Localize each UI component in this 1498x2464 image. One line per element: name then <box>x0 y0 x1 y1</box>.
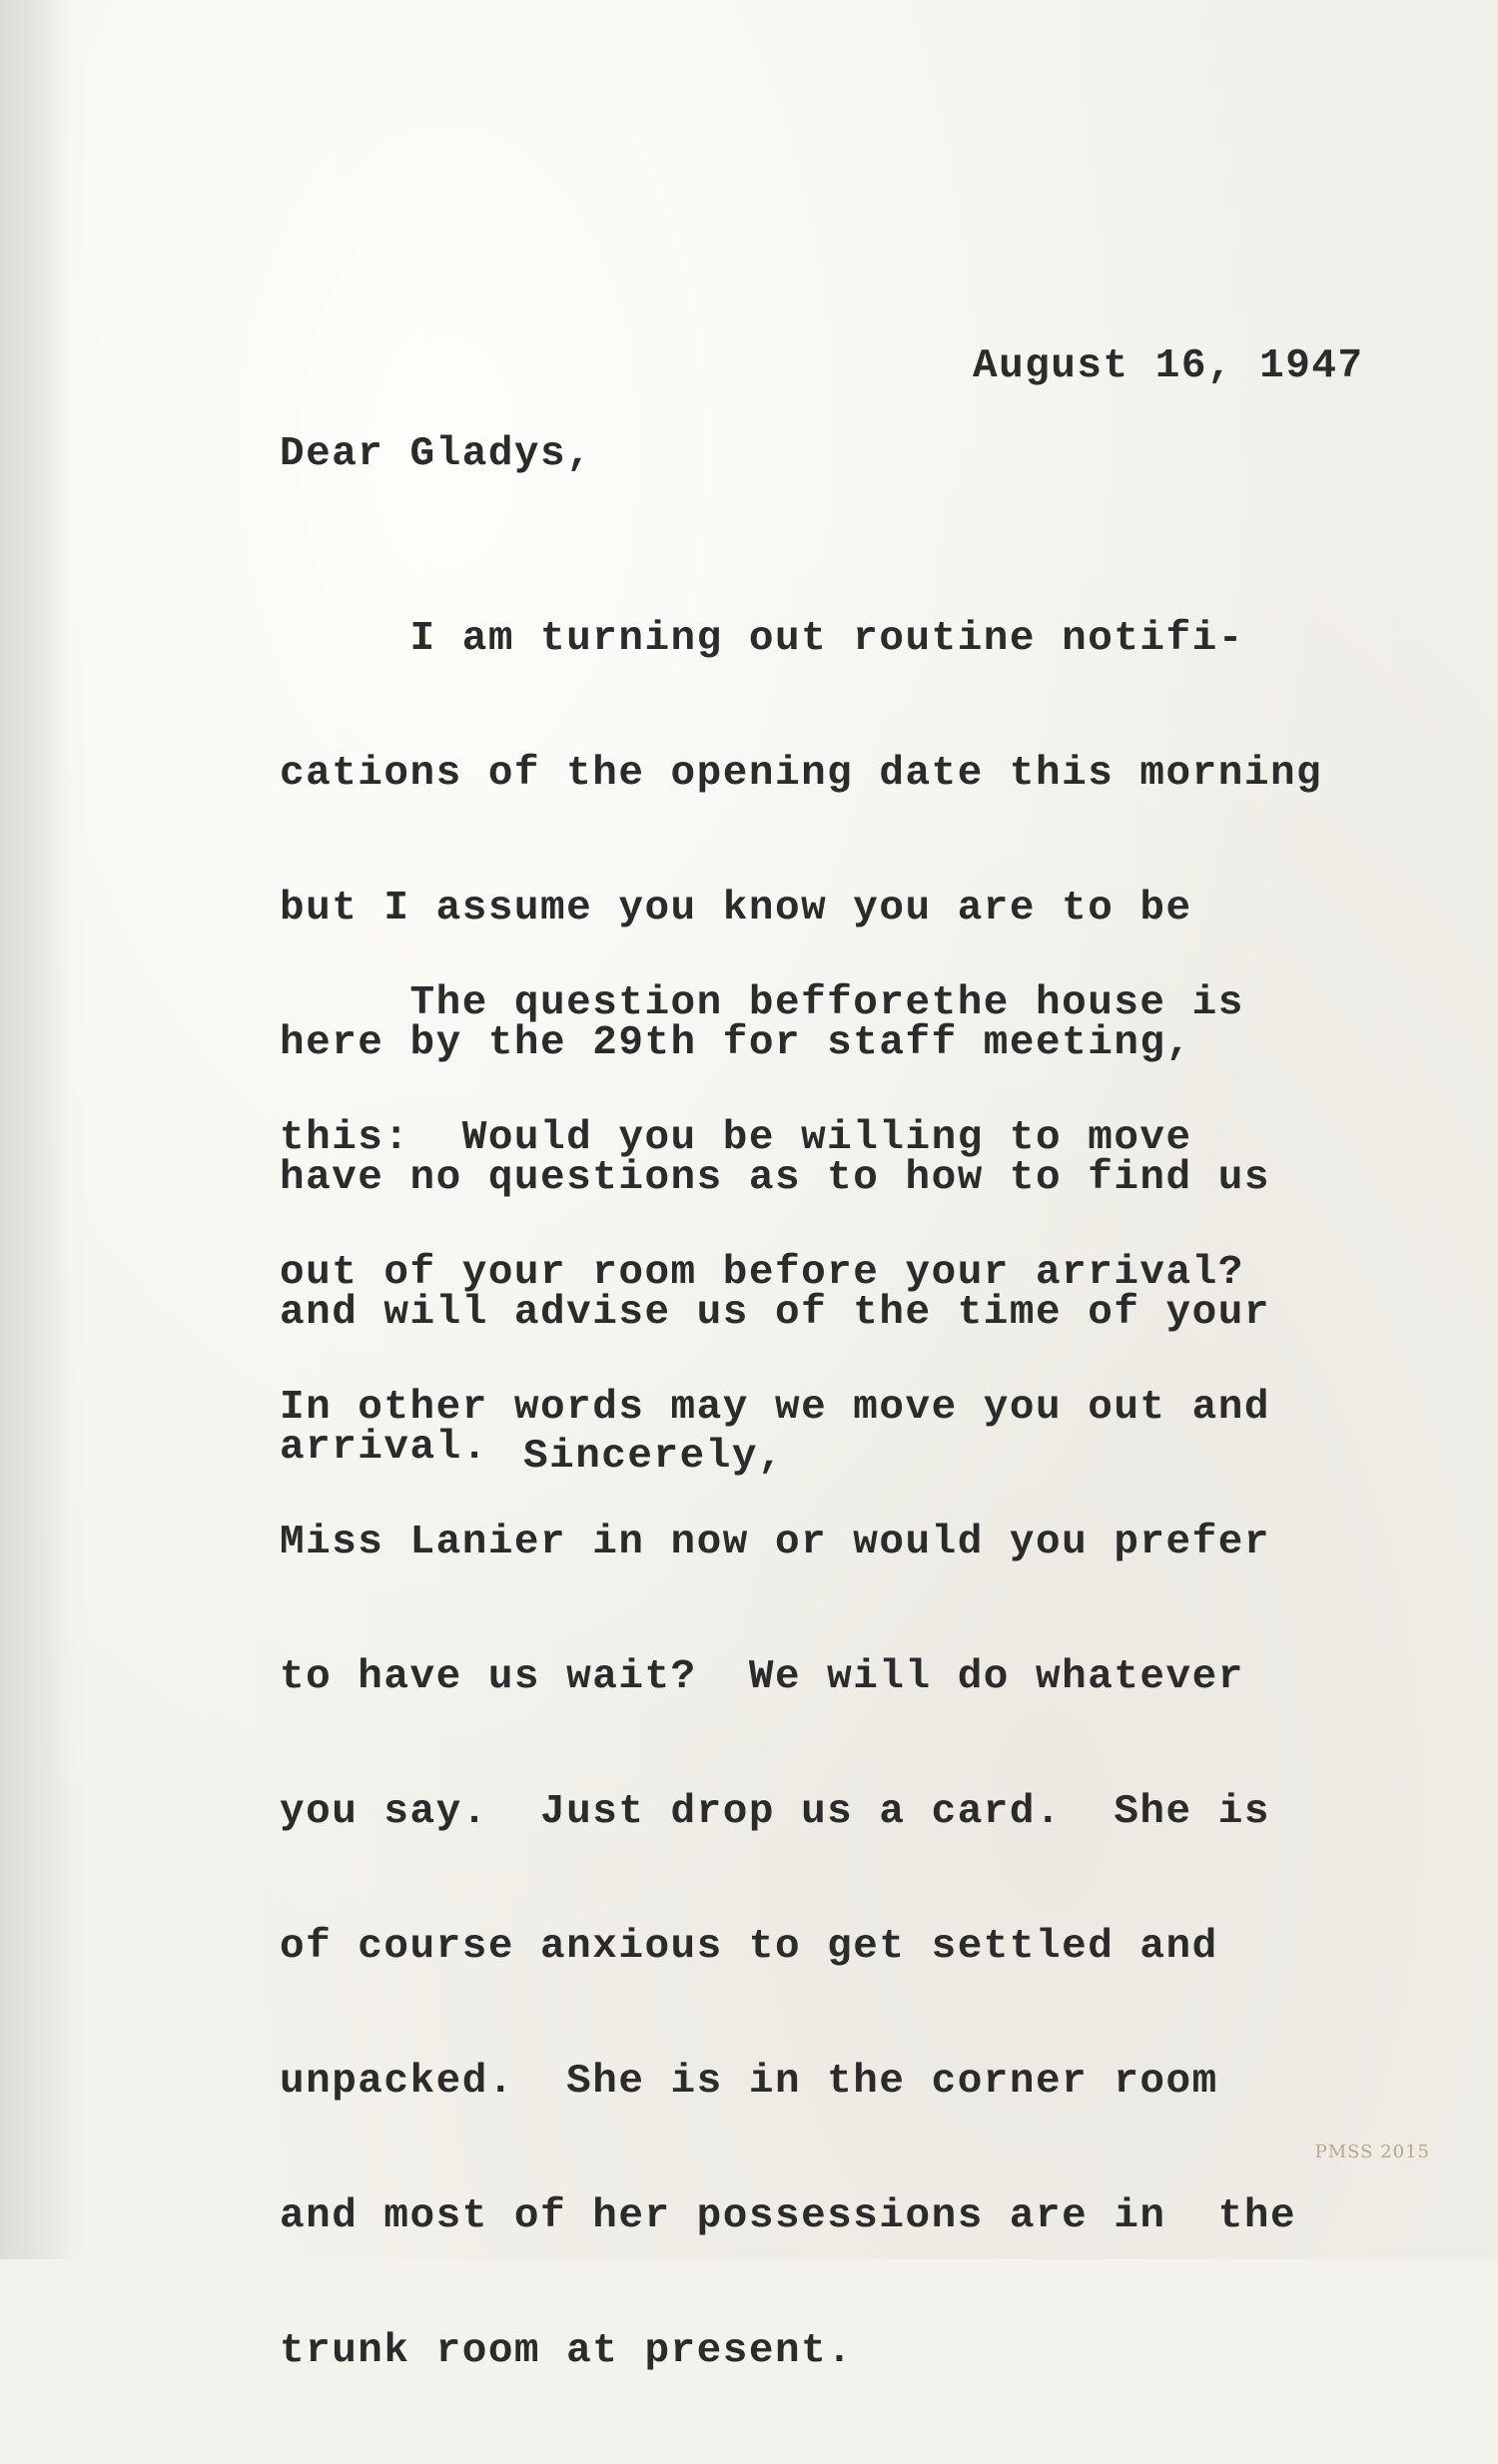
paragraph-line: to have us wait? We will do whatever <box>280 1654 1244 1700</box>
letter-date: August 16, 1947 <box>973 343 1364 389</box>
paragraph-line: and will advise us of the time of your <box>280 1290 1270 1336</box>
paragraph-line: here by the 29th for staff meeting, <box>280 1020 1192 1066</box>
paragraph-line: unpacked. She is in the corner room <box>280 2059 1218 2105</box>
paragraph-line: I am turning out routine notifi- <box>280 616 1244 662</box>
paragraph-line: The question befforethe house is <box>280 980 1244 1026</box>
paragraph-line: In other words may we move you out and <box>280 1385 1270 1431</box>
paragraph-line: and most of her possessions are in the <box>280 2193 1297 2239</box>
paragraph-line: of course anxious to get settled and <box>280 1924 1218 1970</box>
paragraph-line: cations of the opening date this morning <box>280 751 1323 797</box>
letter-paragraph-2 <box>280 892 1296 2464</box>
paragraph-line: you say. Just drop us a card. She is <box>280 1789 1270 1835</box>
letter-salutation: Dear Gladys, <box>280 431 593 477</box>
paragraph-line: but I assume you know you are to be <box>280 886 1192 931</box>
archive-watermark: PMSS 2015 <box>1314 2142 1430 2162</box>
paragraph-line: out of your room before your arrival? <box>280 1250 1244 1296</box>
paragraph-line: Miss Lanier in now or would you prefer <box>280 1520 1270 1565</box>
paragraph-line: have no questions as to how to find us <box>280 1155 1270 1201</box>
paragraph-line: trunk room at present. <box>280 2328 854 2374</box>
paragraph-line: arrival. <box>280 1425 488 1471</box>
letter-closing: Sincerely, <box>523 1434 785 1480</box>
paragraph-line: this: Would you be willing to move <box>280 1115 1192 1161</box>
paper-edge <box>0 0 70 2259</box>
